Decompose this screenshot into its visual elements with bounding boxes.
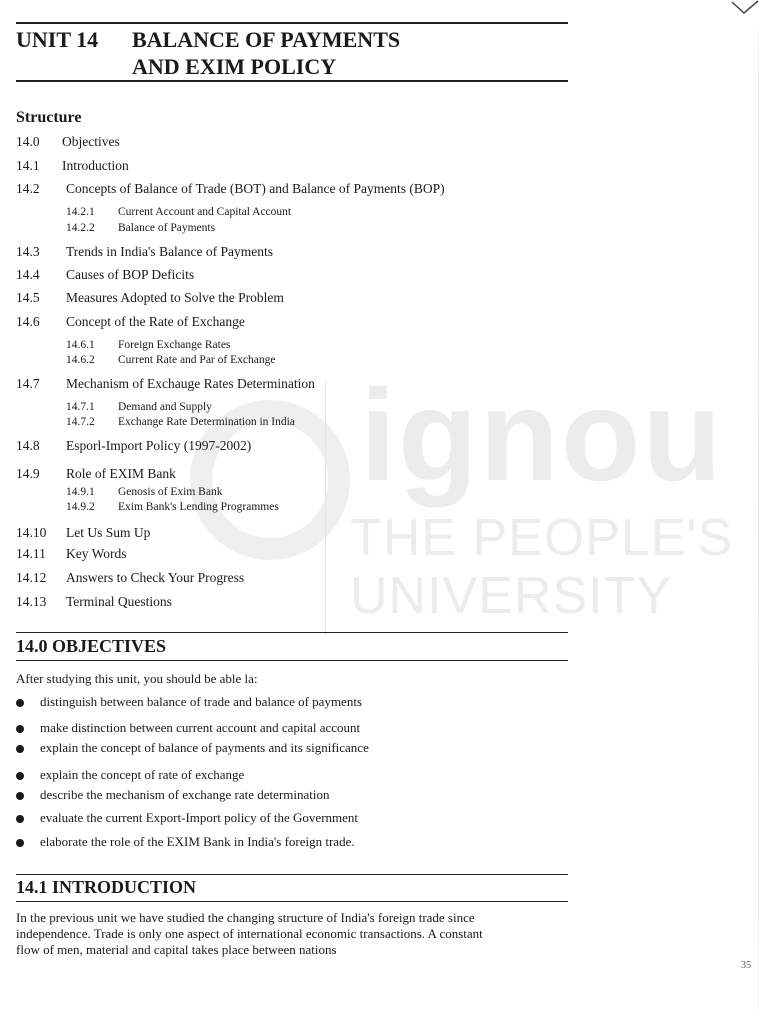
watermark-line-1: THE PEOPLE'S <box>350 509 734 567</box>
toc-label: Terminal Questions <box>66 594 172 609</box>
list-item-text: elaborate the role of the EXIM Bank in India's foreign trade. <box>40 834 355 849</box>
toc-sub-label: Genosis of Exim Bank <box>118 486 223 498</box>
objectives-top-rule <box>16 632 568 633</box>
paragraph-line: independence. Trade is only one aspect of international economic transactions. A constant <box>16 926 483 941</box>
paragraph-line: flow of men, material and capital takes place between nations <box>16 942 337 957</box>
toc-sub-label: Demand and Supply <box>118 401 212 413</box>
corner-fold-icon <box>730 0 760 16</box>
toc-number: 14.2 <box>16 181 40 196</box>
watermark-line-2: UNIVERSITY <box>350 567 673 625</box>
unit-number: UNIT 14 <box>16 27 99 52</box>
introduction-paragraph <box>16 910 568 958</box>
introduction-bottom-rule <box>16 901 568 902</box>
toc-label: Esporl-Import Policy (1997-2002) <box>66 438 252 453</box>
toc-sub-number: 14.6.1 <box>66 339 95 351</box>
toc-sub-number: 14.2.1 <box>66 206 95 218</box>
toc-number: 14.3 <box>16 244 40 259</box>
toc-label: Answers to Check Your Progress <box>66 570 245 585</box>
toc-sub-label: Foreign Exchange Rates <box>118 339 231 351</box>
toc-sub-label: Exim Bank's Lending Programmes <box>118 501 279 513</box>
objectives-intro: After studying this unit, you should be able la: <box>16 671 258 686</box>
list-item-text: describe the mechanism of exchange rate determination <box>40 787 330 802</box>
toc-label: Concepts of Balance of Trade (BOT) and Balance of Payments (BOP) <box>66 181 445 196</box>
toc-number: 14.6 <box>16 314 40 329</box>
toc-sub-label: Current Rate and Par of Exchange <box>118 354 276 366</box>
bullet-icon <box>16 772 24 780</box>
toc-sub-number: 14.2.2 <box>66 222 95 234</box>
introduction-heading: 14.1 INTRODUCTION <box>16 877 197 897</box>
list-item-text: explain the concept of rate of exchange <box>40 767 245 782</box>
toc-sub-number: 14.7.1 <box>66 401 95 413</box>
list-item-text: distinguish between balance of trade and balance of payments <box>40 694 362 709</box>
unit-title-line-2: AND EXIM POLICY <box>132 54 337 79</box>
top-rule <box>16 22 568 24</box>
toc-label: Let Us Sum Up <box>66 525 151 540</box>
toc-label: Role of EXIM Bank <box>66 466 176 481</box>
watermark-word: ignou <box>360 362 724 508</box>
toc-sub-number: 14.9.2 <box>66 501 95 513</box>
vertical-divider <box>325 380 326 635</box>
toc-number: 14.9 <box>16 466 40 481</box>
toc-label: Measures Adopted to Solve the Problem <box>66 290 284 305</box>
toc-sub-label: Exchange Rate Determination in India <box>118 416 295 428</box>
toc-label: Causes of BOP Deficits <box>66 267 195 282</box>
list-item-text: make distinction between current account and capital account <box>40 720 361 735</box>
toc-sub-label: Current Account and Capital Account <box>118 206 292 218</box>
unit-title-line-1: BALANCE OF PAYMENTS <box>132 27 401 52</box>
list-item-text: explain the concept of balance of payments and its significance <box>40 740 369 755</box>
toc-number: 14.11 <box>16 546 46 561</box>
structure-heading: Structure <box>16 109 82 126</box>
toc-sub-number: 14.7.2 <box>66 416 95 428</box>
toc-number: 14.12 <box>16 570 47 585</box>
toc-number: 14.13 <box>16 594 47 609</box>
toc-sub-number: 14.9.1 <box>66 486 95 498</box>
toc-sub-label: Balance of Payments <box>118 222 216 234</box>
introduction-top-rule <box>16 874 568 875</box>
paragraph-line: In the previous unit we have studied the changing structure of India's foreign trade since <box>16 910 475 925</box>
toc-number: 14.10 <box>16 525 47 540</box>
toc-label: Objectives <box>62 134 120 149</box>
toc-number: 14.8 <box>16 438 40 453</box>
toc-number: 14.4 <box>16 267 40 282</box>
toc-number: 14.7 <box>16 376 40 391</box>
bullet-icon <box>16 815 24 823</box>
bullet-icon <box>16 839 24 847</box>
bullet-icon <box>16 725 24 733</box>
objectives-heading: 14.0 OBJECTIVES <box>16 636 167 656</box>
heading-rule <box>16 80 568 82</box>
toc-number: 14.0 <box>16 134 40 149</box>
toc-number: 14.5 <box>16 290 40 305</box>
toc-label: Key Words <box>66 546 127 561</box>
toc-label: Introduction <box>62 158 129 173</box>
objectives-bottom-rule <box>16 660 568 661</box>
bullet-icon <box>16 745 24 753</box>
page-number: 35 <box>741 960 751 971</box>
toc-label: Mechanism of Exchauge Rates Determination <box>66 376 315 391</box>
toc-label: Trends in India's Balance of Payments <box>66 244 274 259</box>
toc-number: 14.1 <box>16 158 40 173</box>
list-item-text: evaluate the current Export-Import policy of the Government <box>40 810 359 825</box>
toc-sub-number: 14.6.2 <box>66 354 95 366</box>
toc-label: Concept of the Rate of Exchange <box>66 314 245 329</box>
page-edge-shadow <box>758 30 759 1010</box>
bullet-icon <box>16 792 24 800</box>
bullet-icon <box>16 699 24 707</box>
